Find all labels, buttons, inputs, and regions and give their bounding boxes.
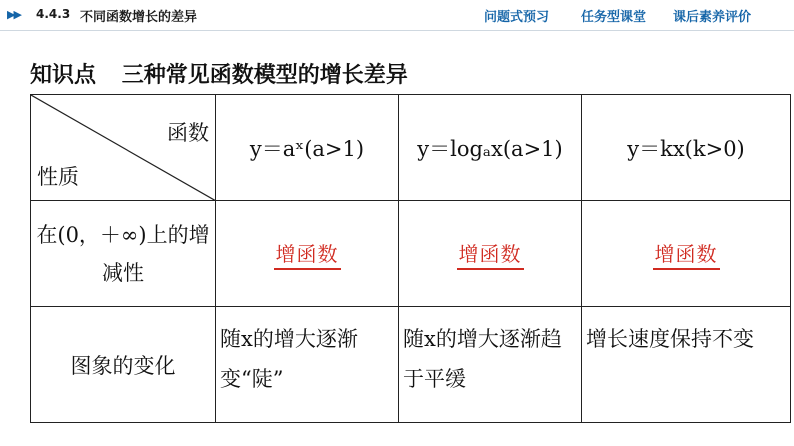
double-arrow-icon: ▶▶ xyxy=(7,8,20,21)
top-navigation-bar xyxy=(0,0,794,31)
answer-increasing-exponential: 增函数 xyxy=(274,238,341,270)
table-row-monotonicity xyxy=(31,201,791,307)
heading-topic: 三种常见函数模型的增长差异 xyxy=(121,63,408,88)
tab-preview[interactable]: 问题式预习 xyxy=(484,10,550,25)
cell-monotonicity-linear xyxy=(582,201,791,307)
cell-graph-exponential: 随x的增大逐渐变“陡” xyxy=(216,307,399,423)
answer-increasing-linear: 增函数 xyxy=(653,238,720,270)
formula-linear: y＝kx(k>0) xyxy=(582,95,791,201)
row-label-graph-change: 图象的变化 xyxy=(31,307,216,423)
comparison-table xyxy=(30,94,791,423)
corner-cell xyxy=(31,95,216,201)
formula-exponential: y＝aˣ(a>1) xyxy=(216,95,399,201)
knowledge-point-heading xyxy=(30,58,408,89)
section-title: 不同函数增长的差异 xyxy=(80,10,198,25)
cell-graph-linear: 增长速度保持不变 xyxy=(582,307,791,423)
table-row-header xyxy=(31,95,791,201)
table-row-graph-change xyxy=(31,307,791,423)
answer-increasing-logarithmic: 增函数 xyxy=(457,238,524,270)
cell-monotonicity-logarithmic xyxy=(399,201,582,307)
formula-logarithmic: y＝logₐx(a>1) xyxy=(399,95,582,201)
tab-evaluation[interactable]: 课后素养评价 xyxy=(673,10,752,25)
heading-label: 知识点 xyxy=(30,63,97,88)
cell-monotonicity-exponential xyxy=(216,201,399,307)
corner-label-property: 性质 xyxy=(37,165,79,189)
section-number: 4.4.3 xyxy=(36,7,71,21)
corner-label-function: 函数 xyxy=(167,121,209,145)
tab-classroom[interactable]: 任务型课堂 xyxy=(581,10,647,25)
row-label-monotonicity: 在(0，＋∞)上的增减性 xyxy=(31,201,216,307)
cell-graph-logarithmic: 随x的增大逐渐趋于平缓 xyxy=(399,307,582,423)
